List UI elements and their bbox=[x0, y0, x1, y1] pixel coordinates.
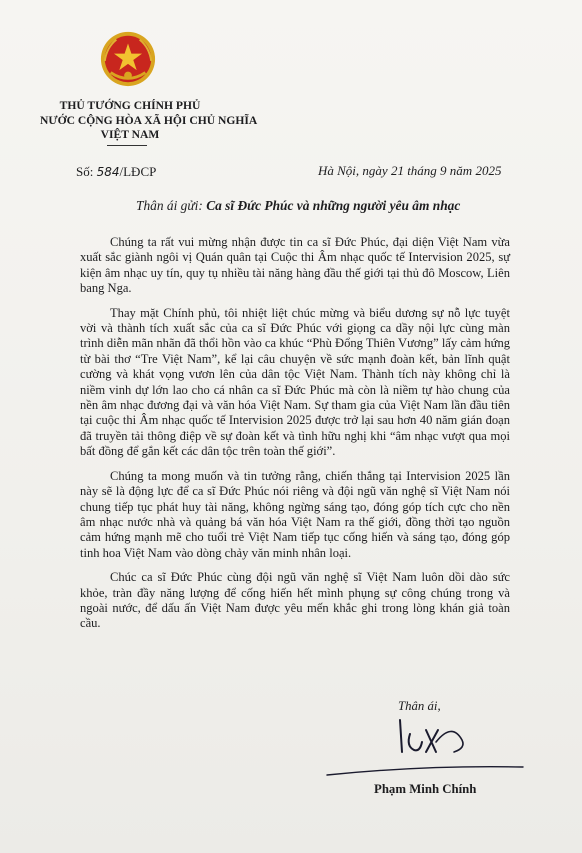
number-handwritten: 584 bbox=[96, 165, 120, 179]
body-paragraph: Chúng ta rất vui mừng nhận được tin ca sĩ Đức Phúc, đại diện Việt Nam vừa xuất sắc giành ngôi vị Quán quân tại Cuộc thi Âm nhạc quốc tế Intervision 2025, sự kiện âm nhạc uy tín, quy tụ nhiều tài năng hàng đầu thế giới tại thủ đô Moscow, Liên bang Nga. bbox=[80, 235, 510, 296]
body-paragraph: Chúng ta mong muốn và tin tưởng rằng, chiến thắng tại Intervision 2025 lần này sẽ là động lực để ca sĩ Đức Phúc nói riêng và đội ngũ văn nghệ sĩ Việt Nam nói chung tiếp tục phát huy tài năng, không ngừng sáng tạo, đóng góp tích cực cho nền âm nhạc nước nhà và quảng bá văn hóa Việt Nam ra thế giới, đồng thời tạo nguồn cảm hứng mạnh mẽ cho tuổi trẻ Việt Nam tiếp tục cống hiến và sáng tạo, đóng góp tinh hoa Việt Nam vào dòng chảy văn minh nhân loại. bbox=[80, 468, 510, 560]
body-paragraph: Chúc ca sĩ Đức Phúc cùng đội ngũ văn nghệ sĩ Việt Nam luôn dồi dào sức khỏe, tràn đầy năng lượng để cống hiến hết mình phụng sự công chúng trong và ngoài nước, để dấu ấn Việt Nam được yêu mến khắc ghi trong lòng khán giả toàn cầu. bbox=[80, 570, 510, 631]
org-line-3: VIỆT NAM bbox=[100, 128, 160, 141]
salutation bbox=[136, 198, 460, 214]
salutation-recipient: Ca sĩ Đức Phúc và những người yêu âm nhạc bbox=[206, 198, 461, 213]
national-emblem-icon bbox=[99, 30, 157, 88]
signer-name: Phạm Minh Chính bbox=[374, 782, 477, 796]
number-prefix: Số: bbox=[76, 164, 94, 179]
header-divider bbox=[107, 145, 147, 146]
org-line-1: THỦ TƯỚNG CHÍNH PHỦ bbox=[59, 99, 201, 112]
body-paragraph: Thay mặt Chính phủ, tôi nhiệt liệt chúc mừng và biểu dương sự nỗ lực tuyệt vời và thành tích xuất sắc của ca sĩ Đức Phúc với giọng ca dầy nội lực cùng màn trình diễn mãn nhãn đã thổi hồn vào ca khúc “Phù Đổng Thiên Vương” lấy cảm hứng từ bài thơ “Tre Việt Nam”, kể lại câu chuyện về sức mạnh đoàn kết, bản lĩnh quật cường và khát vọng vươn lên của dân tộc Việt Nam. Thành tích này không chỉ là niềm vinh dự lớn lao cho cá nhân ca sĩ Đức Phúc mà còn là niềm tự hào chung của nền âm nhạc đương đại và văn hóa Việt Nam. Sự tham gia của Việt Nam lần đầu tiên tại cuộc thi Âm nhạc quốc tế Intervision 2025 được trở lại sau hơn 40 năm gián đoạn đã truyền tải thông điệp về sự đoàn kết và tình hữu nghị khi “âm nhạc vượt qua mọi bất đồng để gắn kết các dân tộc trên toàn thế giới”. bbox=[80, 305, 510, 459]
closing-phrase: Thân ái, bbox=[398, 699, 441, 713]
org-line-2: NƯỚC CỘNG HÒA XÃ HỘI CHỦ NGHĨA bbox=[40, 113, 258, 127]
signature-icon bbox=[392, 712, 482, 762]
salutation-lead: Thân ái gửi: bbox=[136, 198, 203, 213]
issuing-authority bbox=[40, 99, 258, 143]
document-number bbox=[76, 164, 156, 180]
letter-body bbox=[80, 235, 510, 641]
document-date: Hà Nội, ngày 21 tháng 9 năm 2025 bbox=[318, 163, 502, 178]
number-suffix: /LĐCP bbox=[119, 164, 157, 179]
signature-underline bbox=[325, 763, 525, 777]
